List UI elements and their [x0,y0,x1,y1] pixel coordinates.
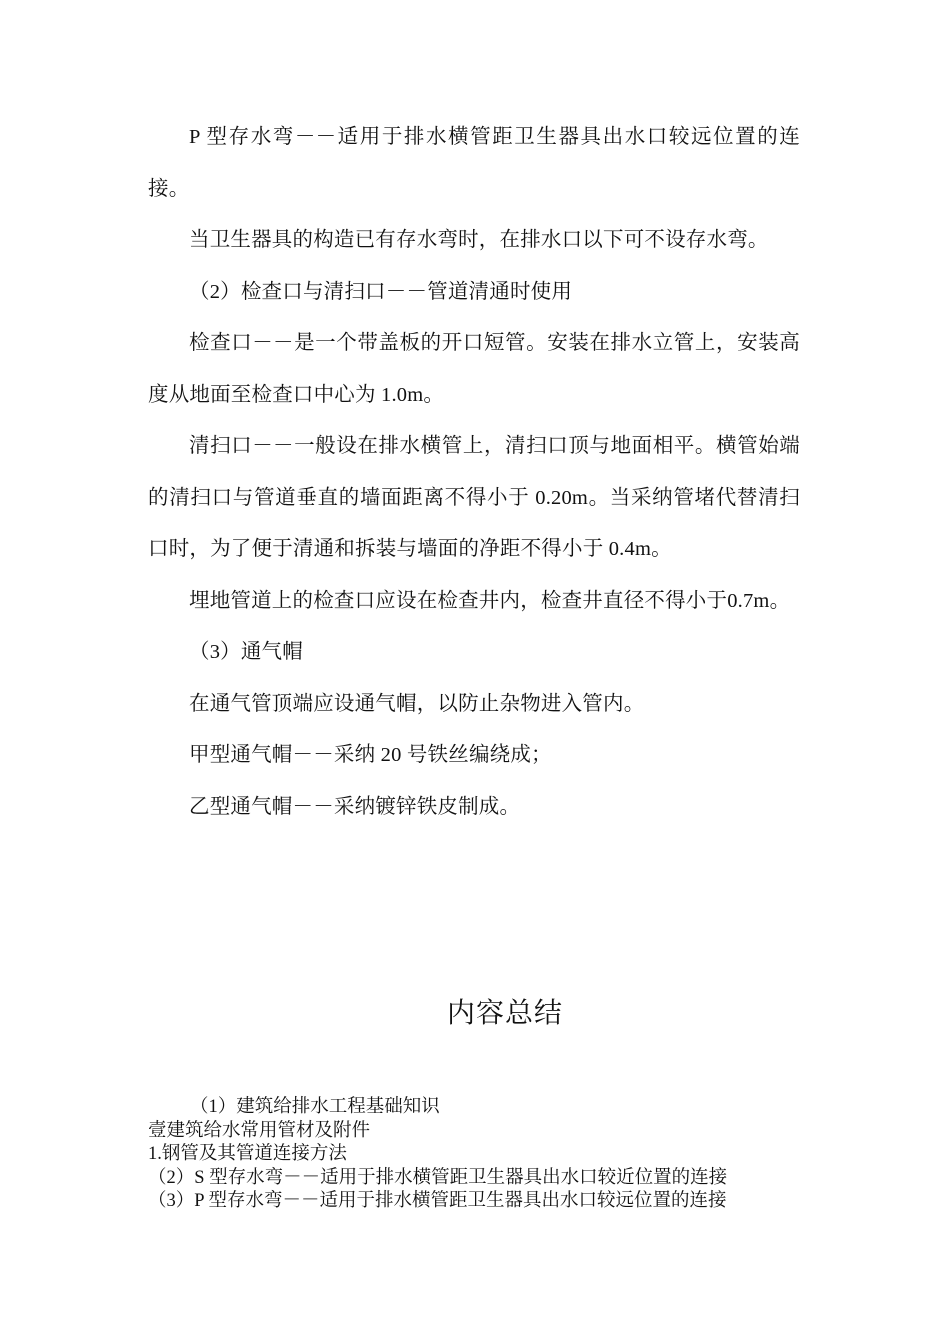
summary-item: 1.钢管及其管道连接方法 [148,1144,347,1164]
paragraph-p-trap: P 型存水弯－－适用于排水横管距卫生器具出水口较远位置的连接。 [148,126,800,200]
summary-list [148,1096,808,1214]
body-text [148,112,800,833]
paragraph-buried-pipe: 埋地管道上的检查口应设在检查井内，检查井直径不得小于0.7m。 [189,589,791,612]
summary-item: （3）P 型存水弯－－适用于排水横管距卫生器具出水口较远位置的连接 [148,1191,727,1211]
paragraph-inspection-port: 检查口－－是一个带盖板的开口短管。安装在排水立管上，安装高度从地面至检查口中心为 1.0m。 [148,332,800,406]
summary-title: 内容总结 [446,998,563,1029]
paragraph-trap-note: 当卫生器具的构造已有存水弯时，在排水口以下可不设存水弯。 [189,229,769,251]
summary-item: （1）建筑给排水工程基础知识 [190,1097,440,1117]
summary-item: 壹建筑给水常用管材及附件 [148,1120,371,1141]
paragraph-vent-cap-type-a: 甲型通气帽－－采纳 20 号铁丝编绕成； [189,744,552,766]
summary-item: （2）S 型存水弯－－适用于排水横管距卫生器具出水口较近位置的连接 [148,1167,728,1188]
heading-inspection-cleanout: （2）检查口与清扫口－－管道清通时使用 [189,280,573,303]
heading-vent-cap: （3）通气帽 [189,641,303,663]
paragraph-vent-cap: 在通气管顶端应设通气帽，以防止杂物进入管内。 [189,692,645,715]
paragraph-cleanout: 清扫口－－一般设在排水横管上，清扫口顶与地面相平。横管始端的清扫口与管道垂直的墙面距离不得小于 0.20m。当采纳管堵代替清扫口时，为了便于清通和拆装与墙面的净距不得小于 0.4m。 [148,435,800,560]
paragraph-vent-cap-type-b: 乙型通气帽－－采纳镀锌铁皮制成。 [189,795,521,818]
